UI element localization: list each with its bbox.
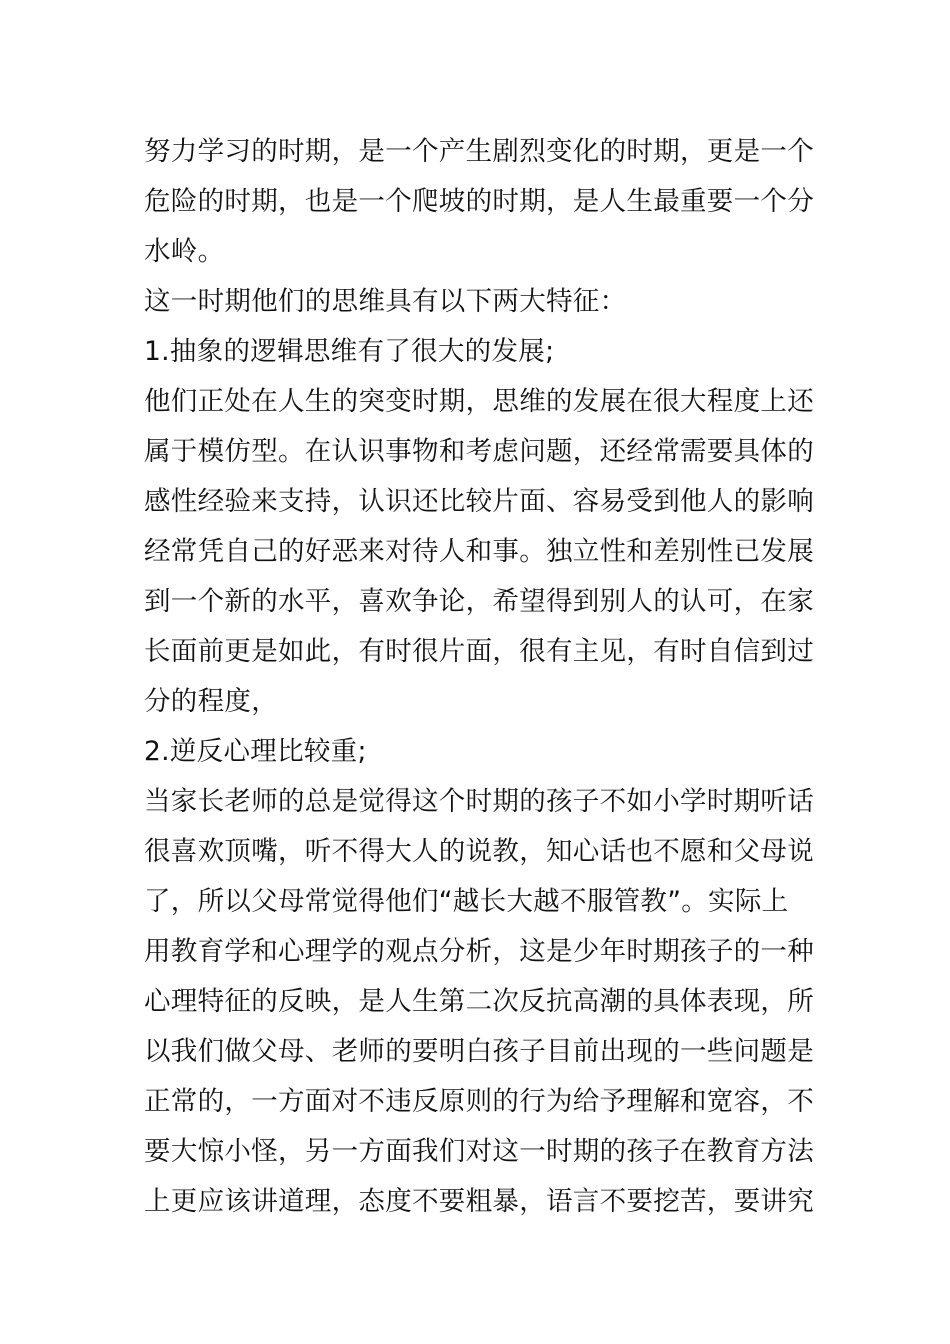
text-line: 很喜欢顶嘴，听不得大人的说教，知心话也不愿和父母说 <box>144 836 814 867</box>
text-line: 努力学习的时期，是一个产生剧烈变化的时期，更是一个 <box>144 136 814 167</box>
text-line: 这一时期他们的思维具有以下两大特征： <box>144 286 627 317</box>
text-line: 心理特征的反映，是人生第二次反抗高潮的具体表现，所 <box>144 986 814 1017</box>
text-line: 长面前更是如此，有时很片面，很有主见，有时自信到过 <box>144 636 814 667</box>
text-line: 以我们做父母、老师的要明白孩子目前出现的一些问题是 <box>144 1036 814 1067</box>
list-item-heading: 1.抽象的逻辑思维有了很大的发展; <box>144 336 555 367</box>
text-line: 水岭。 <box>144 236 225 267</box>
list-item-heading: 2.逆反心理比较重; <box>144 736 367 767</box>
text-line: 要大惊小怪，另一方面我们对这一时期的孩子在教育方法 <box>144 1136 814 1167</box>
text-line: 正常的，一方面对不违反原则的行为给予理解和宽容，不 <box>144 1086 814 1117</box>
text-line: 了，所以父母常觉得他们“越长大越不服管教”。实际上 <box>144 886 789 917</box>
text-line: 危险的时期，也是一个爬坡的时期，是人生最重要一个分 <box>144 186 814 217</box>
text-line: 经常凭自己的好恶来对待人和事。独立性和差别性已发展 <box>144 536 814 567</box>
text-line: 上更应该讲道理，态度不要粗暴，语言不要挖苦，要讲究 <box>144 1186 814 1217</box>
text-line: 感性经验来支持，认识还比较片面、容易受到他人的影响 <box>144 486 814 517</box>
text-line: 他们正处在人生的突变时期，思维的发展在很大程度上还 <box>144 386 814 417</box>
text-line: 当家长老师的总是觉得这个时期的孩子不如小学时期听话 <box>144 786 814 817</box>
text-line: 到一个新的水平，喜欢争论，希望得到别人的认可，在家 <box>144 586 814 617</box>
text-line: 属于模仿型。在认识事物和考虑问题，还经常需要具体的 <box>144 436 814 467</box>
body-text <box>144 127 814 1227</box>
text-line: 分的程度， <box>144 686 278 717</box>
text-line: 用教育学和心理学的观点分析，这是少年时期孩子的一种 <box>144 936 814 967</box>
